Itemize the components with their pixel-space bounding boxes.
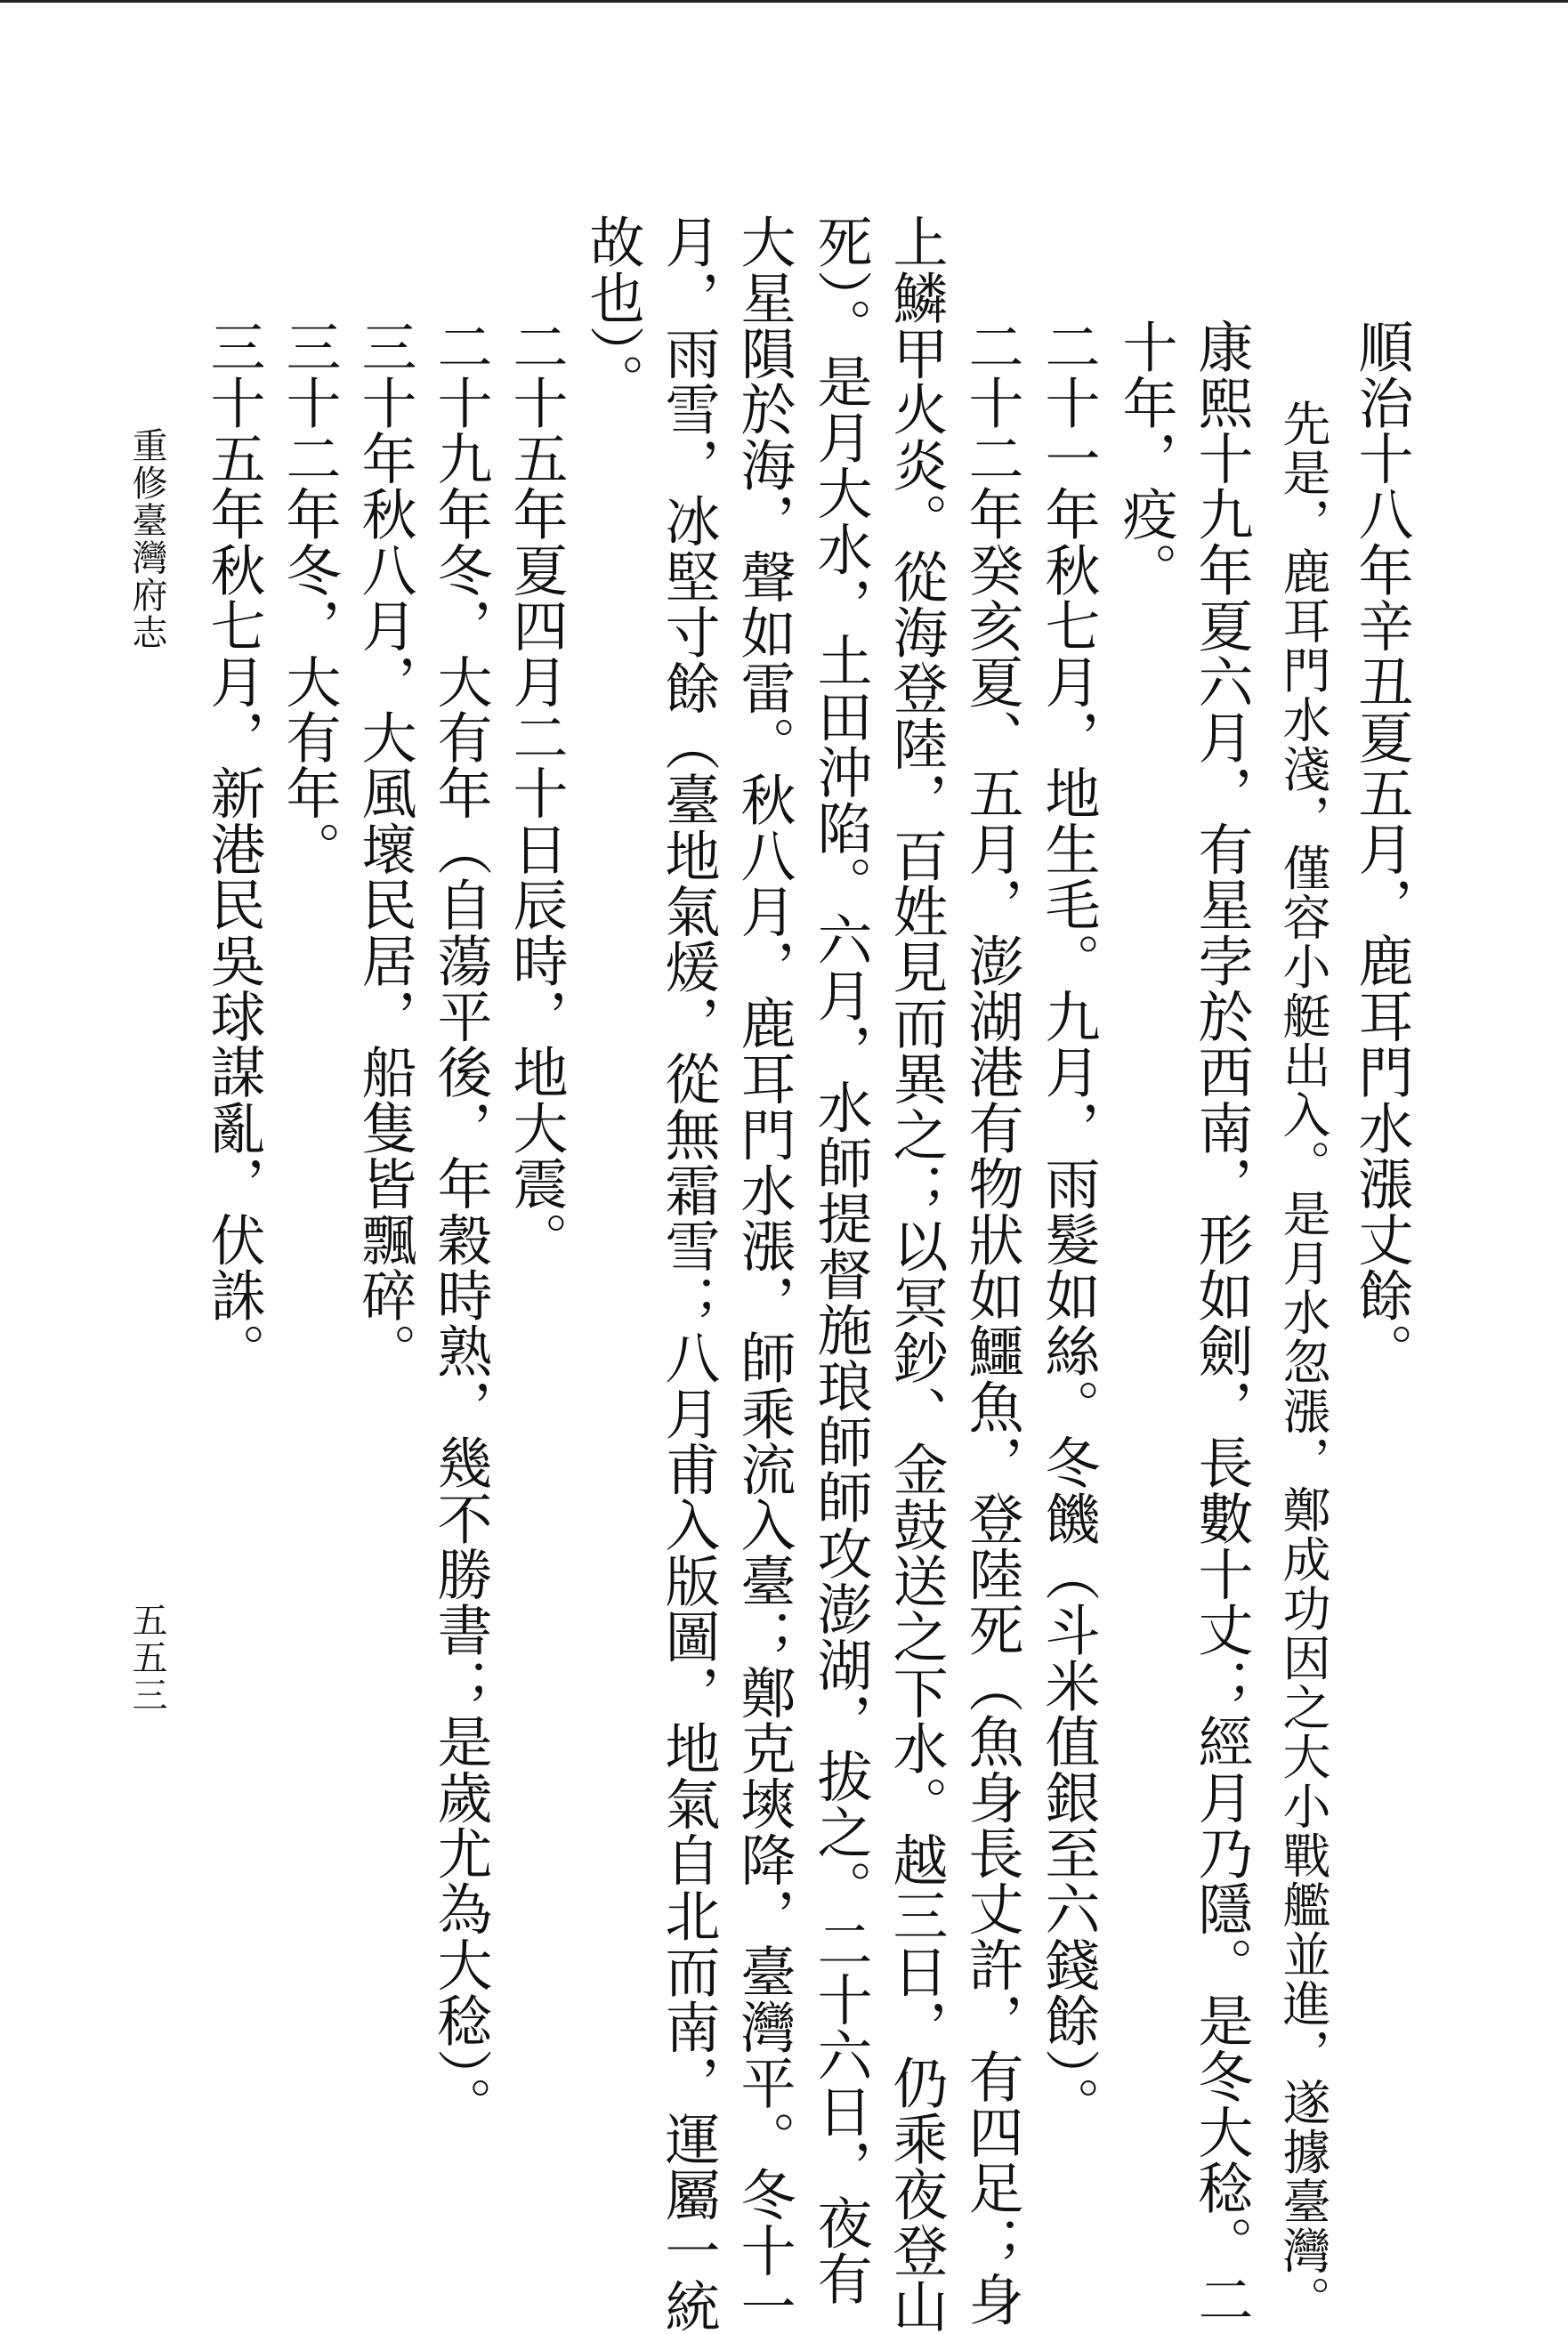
text-line-3: 康熙十九年夏六月，有星孛於西南，形如劍，長數十丈；經月乃隱。是冬大稔。二	[1189, 319, 1254, 2328]
text-line-12: 二十五年夏四月二十日辰時，地大震。	[504, 319, 569, 1267]
text-line-16: 三十五年秋七月，新港民吳球謀亂，伏誅。	[201, 319, 266, 1379]
text-line-10: 月，雨雪，冰堅寸餘（臺地氣煖，從無霜雪；八月甫入版圖，地氣自北而南，運屬一統	[656, 214, 721, 2334]
text-line-4: 十年，疫。	[1113, 319, 1178, 598]
top-border-rule	[0, 0, 1568, 3]
text-line-5: 二十一年秋七月，地生毛。九月，雨髮如絲。冬饑（斗米值銀至六錢餘）。	[1036, 319, 1101, 2133]
text-line-15: 三十二年冬，大有年。	[277, 319, 342, 876]
text-line-2-note: 先是，鹿耳門水淺，僅容小艇出入。是月水忽漲，鄭成功因之大小戰艦並進，遂據臺灣。	[1275, 399, 1331, 2325]
text-line-7: 上鱗甲火炎。從海登陸，百姓見而異之；以冥鈔、金鼓送之下水。越三日，仍乘夜登山	[884, 214, 949, 2334]
book-title: 重修臺灣府志	[126, 427, 167, 651]
text-line-9: 大星隕於海，聲如雷。秋八月，鹿耳門水漲，師乘流入臺；鄭克塽降，臺灣平。冬十一	[731, 214, 796, 2334]
text-line-14: 三十年秋八月，大風壞民居，船隻皆飄碎。	[352, 319, 417, 1379]
text-line-13: 二十九年冬，大有年（自蕩平後，年穀時熟，幾不勝書；是歲尤為大稔）。	[428, 319, 493, 2133]
text-line-11: 故也）。	[580, 214, 645, 409]
page-number: 五五三	[126, 1602, 167, 1714]
text-line-1: 順治十八年辛丑夏五月，鹿耳門水漲丈餘。	[1349, 319, 1414, 1379]
text-line-6: 二十二年癸亥夏、五月，澎湖港有物狀如鱷魚，登陸死（魚身長丈許，有四足；身	[959, 319, 1024, 2328]
text-line-8: 死）。是月大水，土田沖陷。六月，水師提督施琅師師攻澎湖，拔之。二十六日，夜有	[808, 214, 873, 2306]
